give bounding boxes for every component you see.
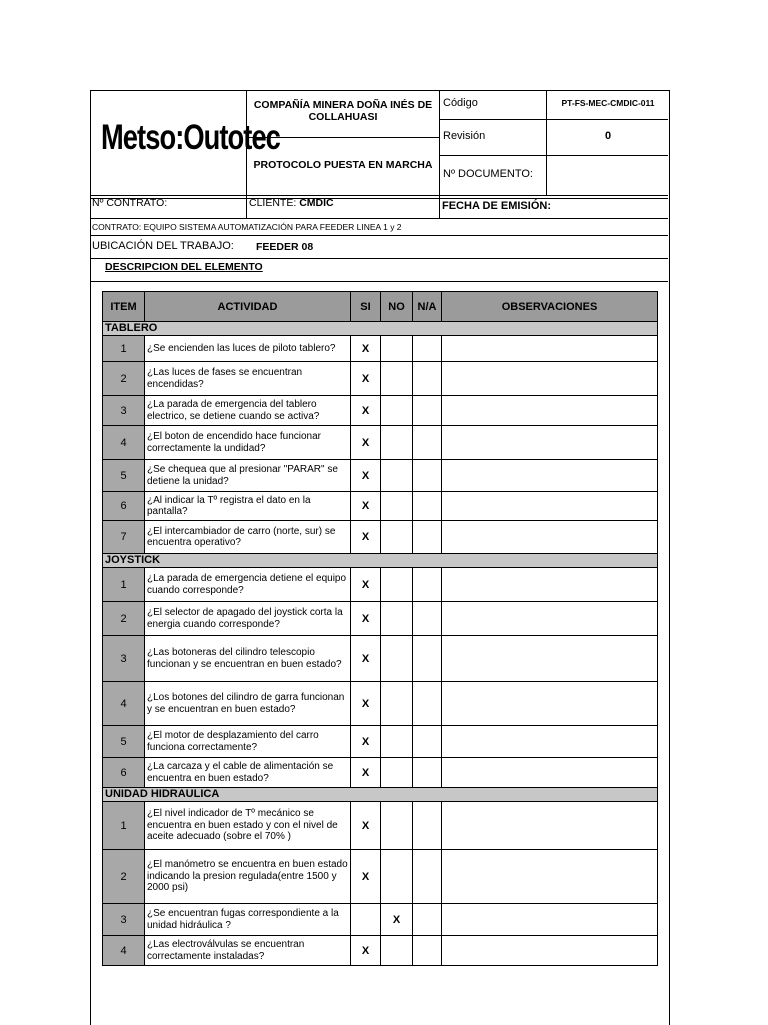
ubicacion-label: UBICACIÓN DEL TRABAJO:	[92, 240, 234, 252]
table-row	[103, 936, 658, 966]
column-header-si: SI	[351, 292, 381, 322]
no-cell	[381, 602, 413, 636]
codigo-value: PT-FS-MEC-CMDIC-011	[561, 98, 655, 108]
no-cell	[381, 492, 413, 521]
activity-cell: ¿El manómetro se encuentra en buen estado indicando la presion regulada(entre 1500 y 2000 psi)	[145, 850, 351, 904]
activity-cell: ¿La carcaza y el cable de alimentación se encuentra en buen estado?	[145, 758, 351, 788]
activity-cell: ¿El intercambiador de carro (norte, sur) se encuentra operativo?	[145, 521, 351, 554]
info-divider	[246, 196, 247, 218]
table-row	[103, 850, 658, 904]
section-title: UNIDAD HIDRAULICA	[103, 788, 658, 802]
activity-cell: ¿Las electroválvulas se encuentran correctamente instaladas?	[145, 936, 351, 966]
observations-cell	[442, 336, 658, 362]
item-number-cell: 2	[103, 602, 145, 636]
observations-cell	[442, 426, 658, 460]
activity-cell: ¿Las luces de fases se encuentran encendidas?	[145, 362, 351, 396]
item-number-cell: 1	[103, 336, 145, 362]
item-number-cell: 3	[103, 636, 145, 682]
na-cell	[413, 426, 442, 460]
activity-cell: ¿Los botones del cilindro de garra funcionan y se encuentran en buen estado?	[145, 682, 351, 726]
na-cell	[413, 904, 442, 936]
header-divider	[90, 198, 668, 199]
no-cell	[381, 336, 413, 362]
na-cell	[413, 492, 442, 521]
table-row	[103, 904, 658, 936]
si-cell: X	[351, 492, 381, 521]
observations-cell	[442, 492, 658, 521]
item-number-cell: 1	[103, 568, 145, 602]
header-divider	[439, 119, 668, 120]
observations-cell	[442, 521, 658, 554]
column-header-item: ITEM	[103, 292, 145, 322]
no-cell	[381, 362, 413, 396]
codigo-label: Código	[443, 97, 478, 109]
table-row	[103, 682, 658, 726]
contrato-number-label: Nº CONTRATO:	[92, 197, 168, 209]
item-number-cell: 7	[103, 521, 145, 554]
item-number-cell: 5	[103, 726, 145, 758]
si-cell: X	[351, 758, 381, 788]
no-cell	[381, 682, 413, 726]
no-cell	[381, 802, 413, 850]
no-cell	[381, 396, 413, 426]
si-cell: X	[351, 850, 381, 904]
item-number-cell: 6	[103, 492, 145, 521]
si-cell: X	[351, 362, 381, 396]
info-divider	[90, 258, 668, 259]
table-row	[103, 758, 658, 788]
na-cell	[413, 602, 442, 636]
column-header-na: N/A	[413, 292, 442, 322]
observations-cell	[442, 396, 658, 426]
na-cell	[413, 521, 442, 554]
na-cell	[413, 682, 442, 726]
si-cell: X	[351, 336, 381, 362]
na-cell	[413, 396, 442, 426]
item-number-cell: 3	[103, 904, 145, 936]
si-cell: X	[351, 568, 381, 602]
item-number-cell: 3	[103, 396, 145, 426]
item-number-cell: 5	[103, 460, 145, 492]
observations-cell	[442, 602, 658, 636]
no-cell	[381, 936, 413, 966]
observations-cell	[442, 904, 658, 936]
header-divider	[90, 195, 668, 196]
na-cell	[413, 850, 442, 904]
section-row	[103, 788, 658, 802]
cliente-label: CLIENTE:	[249, 197, 297, 209]
item-number-cell: 6	[103, 758, 145, 788]
observations-cell	[442, 460, 658, 492]
table-row	[103, 521, 658, 554]
si-cell: X	[351, 802, 381, 850]
checklist-body	[103, 322, 658, 966]
table-row	[103, 568, 658, 602]
activity-cell: ¿Al indicar la Tº registra el dato en la pantalla?	[145, 492, 351, 521]
observations-cell	[442, 726, 658, 758]
table-row	[103, 396, 658, 426]
na-cell	[413, 802, 442, 850]
ubicacion-value: FEEDER 08	[256, 241, 314, 253]
no-cell	[381, 460, 413, 492]
table-row	[103, 460, 658, 492]
na-cell	[413, 460, 442, 492]
info-divider	[439, 196, 440, 218]
info-divider	[90, 235, 668, 236]
na-cell	[413, 568, 442, 602]
cliente-field	[249, 197, 334, 209]
no-cell	[381, 521, 413, 554]
si-cell: X	[351, 936, 381, 966]
table-row	[103, 426, 658, 460]
no-cell	[381, 850, 413, 904]
si-cell: X	[351, 636, 381, 682]
observations-cell	[442, 936, 658, 966]
item-number-cell: 4	[103, 936, 145, 966]
activity-cell: ¿El selector de apagado del joystick corta la energia cuando corresponde?	[145, 602, 351, 636]
activity-cell: ¿La parada de emergencia detiene el equipo cuando corresponde?	[145, 568, 351, 602]
info-divider	[90, 281, 668, 282]
no-cell	[381, 426, 413, 460]
item-number-cell: 4	[103, 426, 145, 460]
no-cell	[381, 636, 413, 682]
no-cell	[381, 758, 413, 788]
checklist-table	[102, 291, 658, 966]
activity-cell: ¿Se encuentran fugas correspondiente a la unidad hidráulica ?	[145, 904, 351, 936]
section-title: JOYSTICK	[103, 554, 658, 568]
revision-value: 0	[604, 130, 612, 142]
observations-cell	[442, 568, 658, 602]
activity-cell: ¿El motor de desplazamiento del carro funciona correctamente?	[145, 726, 351, 758]
section-title: TABLERO	[103, 322, 658, 336]
table-row	[103, 726, 658, 758]
item-number-cell: 1	[103, 802, 145, 850]
na-cell	[413, 726, 442, 758]
si-cell: X	[351, 426, 381, 460]
activity-cell: ¿El boton de encendido hace funcionar correctamente la undidad?	[145, 426, 351, 460]
activity-cell: ¿Se encienden las luces de piloto tablero?	[145, 336, 351, 362]
na-cell	[413, 362, 442, 396]
na-cell	[413, 336, 442, 362]
no-cell	[381, 568, 413, 602]
observations-cell	[442, 802, 658, 850]
activity-cell: ¿El nivel indicador de Tº mecánico se encuentra en buen estado y con el nivel de aceite adecuado (sobre el 70% )	[145, 802, 351, 850]
table-row	[103, 602, 658, 636]
si-cell: X	[351, 602, 381, 636]
si-cell: X	[351, 396, 381, 426]
observations-cell	[442, 850, 658, 904]
observations-cell	[442, 758, 658, 788]
contrato-description: CONTRATO: EQUIPO SISTEMA AUTOMATIZACIÓN PARA FEEDER LINEA 1 y 2	[92, 222, 402, 232]
table-header-row	[103, 292, 658, 322]
section-row	[103, 554, 658, 568]
na-cell	[413, 936, 442, 966]
cliente-value: CMDIC	[299, 197, 334, 209]
item-number-cell: 2	[103, 850, 145, 904]
observations-cell	[442, 362, 658, 396]
table-row	[103, 336, 658, 362]
company-logo: Metso:Outotec	[101, 118, 280, 157]
si-cell: X	[351, 682, 381, 726]
documento-label: Nº DOCUMENTO:	[443, 168, 533, 180]
observations-cell	[442, 682, 658, 726]
header-divider	[439, 155, 668, 156]
na-cell	[413, 636, 442, 682]
activity-cell: ¿Las botoneras del cilindro telescopio funcionan y se encuentran en buen estado?	[145, 636, 351, 682]
activity-cell: ¿La parada de emergencia del tablero electrico, se detiene cuando se activa?	[145, 396, 351, 426]
fecha-emision-label: FECHA DE EMISIÓN:	[442, 200, 551, 212]
item-number-cell: 4	[103, 682, 145, 726]
si-cell: X	[351, 460, 381, 492]
no-cell: X	[381, 904, 413, 936]
protocol-title: PROTOCOLO PUESTA EN MARCHA	[253, 159, 433, 171]
si-cell: X	[351, 726, 381, 758]
column-header-no: NO	[381, 292, 413, 322]
na-cell	[413, 758, 442, 788]
revision-label: Revisión	[443, 130, 486, 142]
table-row	[103, 362, 658, 396]
info-divider	[90, 218, 668, 219]
table-row	[103, 492, 658, 521]
no-cell	[381, 726, 413, 758]
header-divider	[439, 90, 440, 196]
observations-cell	[442, 636, 658, 682]
item-number-cell: 2	[103, 362, 145, 396]
column-header-observaciones: OBSERVACIONES	[442, 292, 658, 322]
table-row	[103, 802, 658, 850]
si-cell	[351, 904, 381, 936]
si-cell: X	[351, 521, 381, 554]
table-row	[103, 636, 658, 682]
header-divider	[546, 90, 547, 196]
section-row	[103, 322, 658, 336]
descripcion-elemento-label: DESCRIPCION DEL ELEMENTO	[105, 261, 263, 273]
activity-cell: ¿Se chequea que al presionar "PARAR" se detiene la unidad?	[145, 460, 351, 492]
column-header-actividad: ACTIVIDAD	[145, 292, 351, 322]
client-company-name: COMPAÑÍA MINERA DOÑA INÉS DE COLLAHUASI	[253, 99, 433, 123]
